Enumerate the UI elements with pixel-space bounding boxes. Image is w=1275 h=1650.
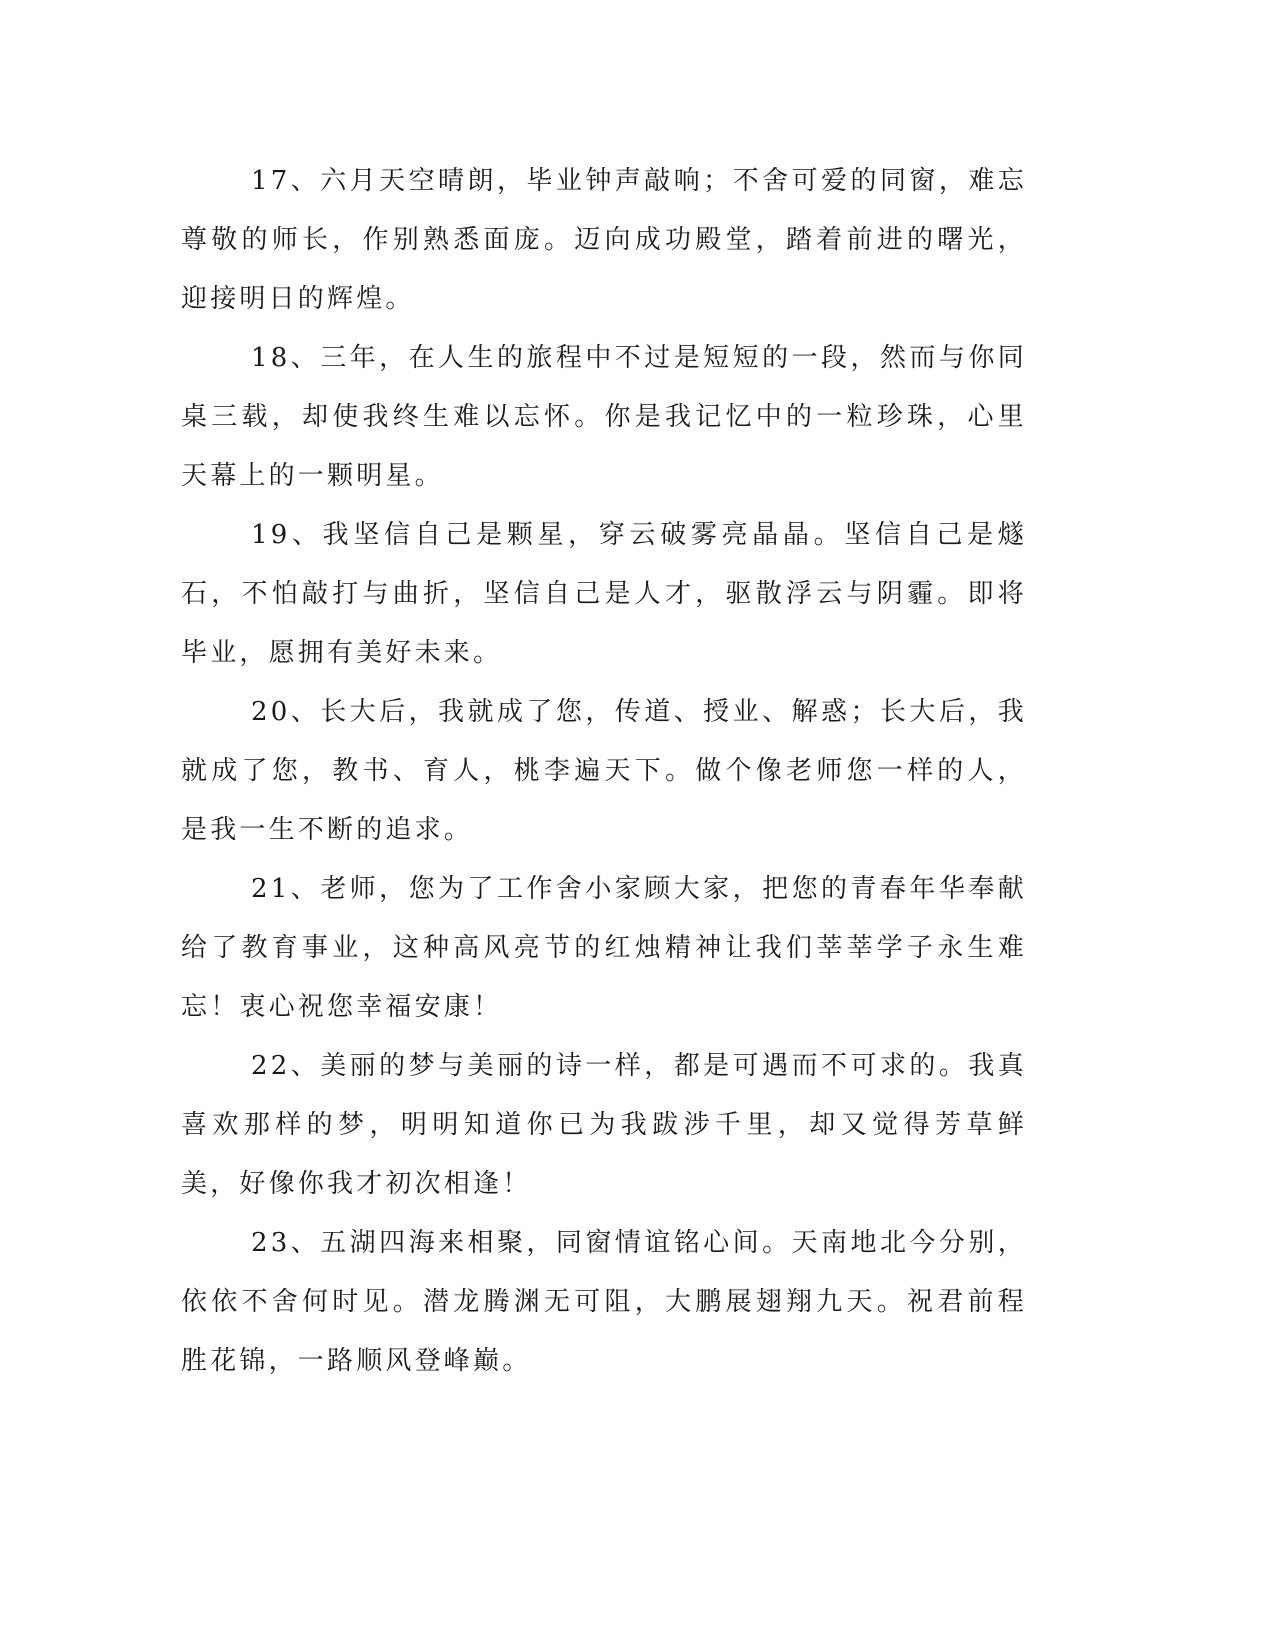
document-body xyxy=(181,152,1027,1391)
paragraph-18: 18、三年，在人生的旅程中不过是短短的一段，然而与你同桌三载，却使我终生难以忘怀。你是我记忆中的一粒珍珠，心里天幕上的一颗明星。 xyxy=(181,343,1027,491)
paragraph-17: 17、六月天空晴朗，毕业钟声敲响；不舍可爱的同窗，难忘尊敬的师长，作别熟悉面庞。迈向成功殿堂，踏着前进的曙光，迎接明日的辉煌。 xyxy=(181,166,1027,314)
paragraph-23: 23、五湖四海来相聚，同窗情谊铭心间。天南地北今分别，依依不舍何时见。潜龙腾渊无可阻，大鹏展翅翔九天。祝君前程胜花锦，一路顺风登峰巅。 xyxy=(181,1228,1027,1376)
paragraph-22: 22、美丽的梦与美丽的诗一样，都是可遇而不可求的。我真喜欢那样的梦，明明知道你已为我跋涉千里，却又觉得芳草鲜美，好像你我才初次相逢！ xyxy=(181,1051,1027,1199)
paragraph-19: 19、我坚信自己是颗星，穿云破雾亮晶晶。坚信自己是燧石，不怕敲打与曲折，坚信自己是人才，驱散浮云与阴霾。即将毕业，愿拥有美好未来。 xyxy=(181,520,1027,668)
paragraph-21: 21、老师，您为了工作舍小家顾大家，把您的青春年华奉献给了教育事业，这种高风亮节的红烛精神让我们莘莘学子永生难忘！衷心祝您幸福安康！ xyxy=(181,874,1027,1022)
paragraph-20: 20、长大后，我就成了您，传道、授业、解惑；长大后，我就成了您，教书、育人，桃李遍天下。做个像老师您一样的人，是我一生不断的追求。 xyxy=(181,697,1027,845)
